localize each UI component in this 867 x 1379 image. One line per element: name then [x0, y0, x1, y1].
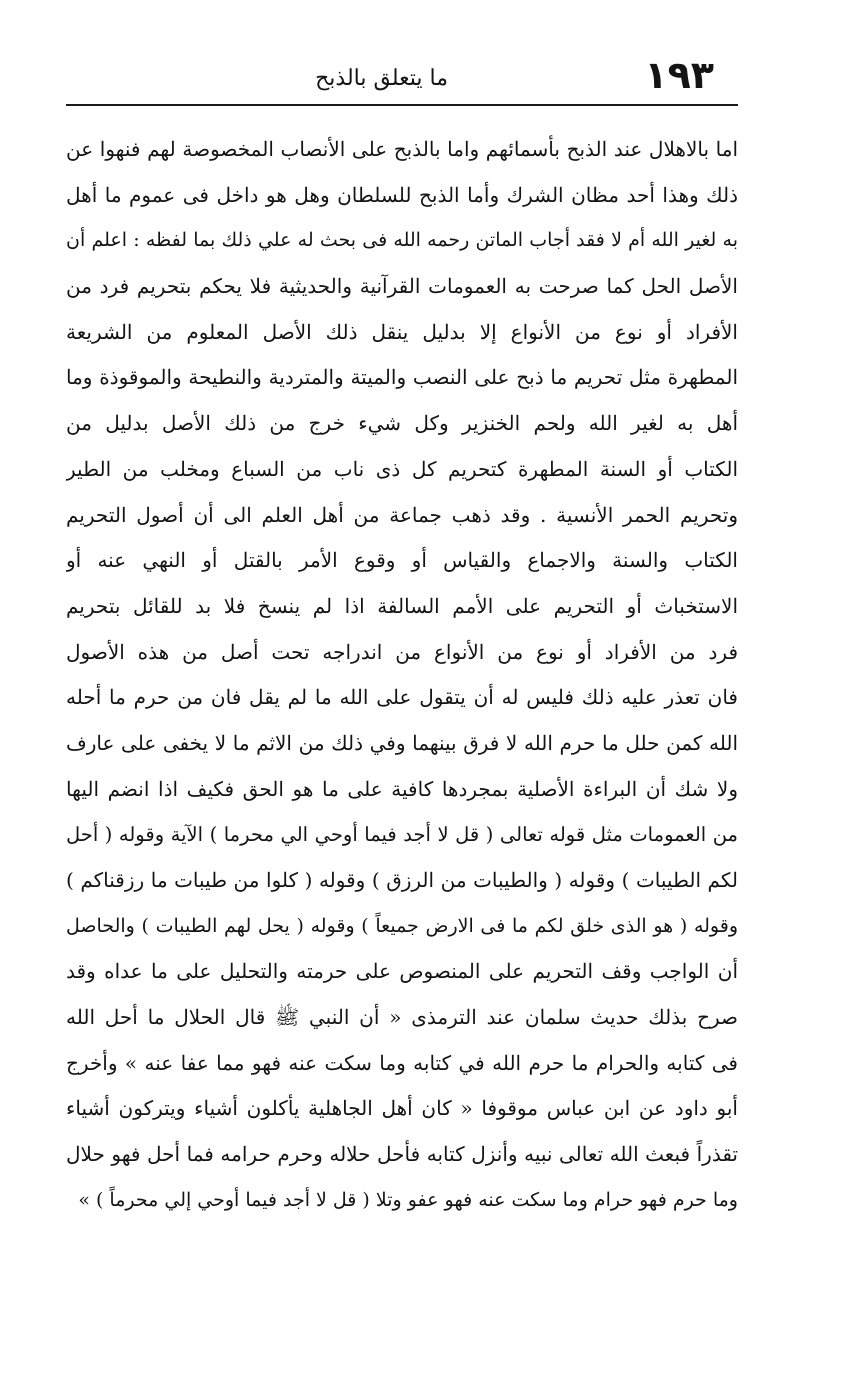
- text-line: أهل به لغير الله ولحم الخنزير وكل شيء خرج من ذلك الأصل بدليل من: [66, 411, 738, 436]
- text-line: فان تعذر عليه ذلك فليس له أن يتقول على الله ما لم يقل فان من حرم ما أحله: [66, 685, 738, 710]
- text-line: لكم الطيبات ) وقوله ( والطيبات من الرزق ) وقوله ( كلوا من طيبات ما رزقناكم ): [66, 868, 738, 892]
- page-number: ١٩٣: [644, 53, 714, 97]
- text-line: وتحريم الحمر الأنسية . وقد ذهب جماعة من أهل العلم الى أن أصول التحريم: [66, 502, 738, 527]
- text-line: اما بالاهلال عند الذبح بأسمائهم واما بالذبح على الأنصاب المخصوصة لهم فنهوا عن: [66, 137, 738, 161]
- text-line: الأفراد أو نوع من الأنواع إلا بدليل ينقل ذلك الأصل المعلوم من الشريعة: [66, 319, 738, 344]
- text-line: الكتاب والسنة والاجماع والقياس أو وقوع الأمر بالقتل أو النهي عنه أو: [66, 548, 738, 573]
- text-line: أن الواجب وقف التحريم على المنصوص على حرمته والتحليل على ما عداه وقد: [66, 959, 738, 984]
- text-line: وقوله ( هو الذى خلق لكم ما فى الارض جميعاً ) وقوله ( يحل لهم الطيبات ) والحاصل: [66, 914, 738, 937]
- text-line: الأصل الحل كما صرحت به العمومات القرآنية والحديثية فلا يحكم بتحريم فرد من: [66, 274, 738, 299]
- text-line: الاستخباث أو التحريم على الأمم السالفة اذا لم ينسخ فلا بد للقائل بتحريم: [66, 593, 738, 618]
- text-line: تقذراً فبعث الله تعالى نبيه وأنزل كتابه فأحل حلاله وحرم حرامه فما أحل فهو حلال: [66, 1142, 738, 1167]
- text-line: وما حرم فهو حرام وما سكت عنه فهو عفو وتلا ( قل لا أجد فيما أوحي إلي محرماً ) »: [78, 1188, 738, 1211]
- text-line: المطهرة مثل تحريم ما ذبح على النصب والميتة والمتردية والنطيحة والموقوذة وما: [66, 365, 738, 390]
- text-line: الكتاب أو السنة المطهرة كتحريم كل ذى ناب من السباع ومخلب من الطير: [66, 456, 738, 481]
- header-divider: [66, 104, 738, 106]
- text-line: به لغير الله أم لا فقد أجاب الماتن رحمه الله فى بحث له علي ذلك بما لفظه : اعلم أن: [66, 229, 738, 252]
- body-text: [66, 127, 738, 1224]
- text-line: أبو داود عن ابن عباس موقوفا « كان أهل الجاهلية يأكلون أشياء ويتركون أشياء: [66, 1096, 738, 1121]
- text-line: ولا شك أن البراءة الأصلية بمجردها كافية على ما هو الحق فكيف اذا انضم اليها: [66, 776, 738, 801]
- text-line: صرح بذلك حديث سلمان عند الترمذى « أن النبي ﷺ قال الحلال ما أحل الله: [66, 1005, 738, 1030]
- running-title: ما يتعلق بالذبح: [315, 66, 448, 91]
- text-line: الله كمن حلل ما حرم الله لا فرق بينهما وفي ذلك من الاثم ما لا يخفى على عارف: [66, 730, 738, 755]
- text-line: فى كتابه والحرام ما حرم الله في كتابه وما سكت عنه فهو مما عفا عنه » وأخرج: [66, 1050, 738, 1075]
- page-header: [66, 52, 738, 106]
- text-line: ذلك وهذا أحد مظان الشرك وأما الذبح للسلطان وهل هو داخل فى عموم ما أهل: [66, 182, 738, 207]
- text-line: من العمومات مثل قوله تعالى ( قل لا أجد فيما أوحي الي محرما ) الآية وقوله ( أحل: [66, 823, 738, 847]
- text-line: فرد من الأفراد أو نوع من الأنواع من اندراجه تحت أصل من هذه الأصول: [66, 639, 738, 664]
